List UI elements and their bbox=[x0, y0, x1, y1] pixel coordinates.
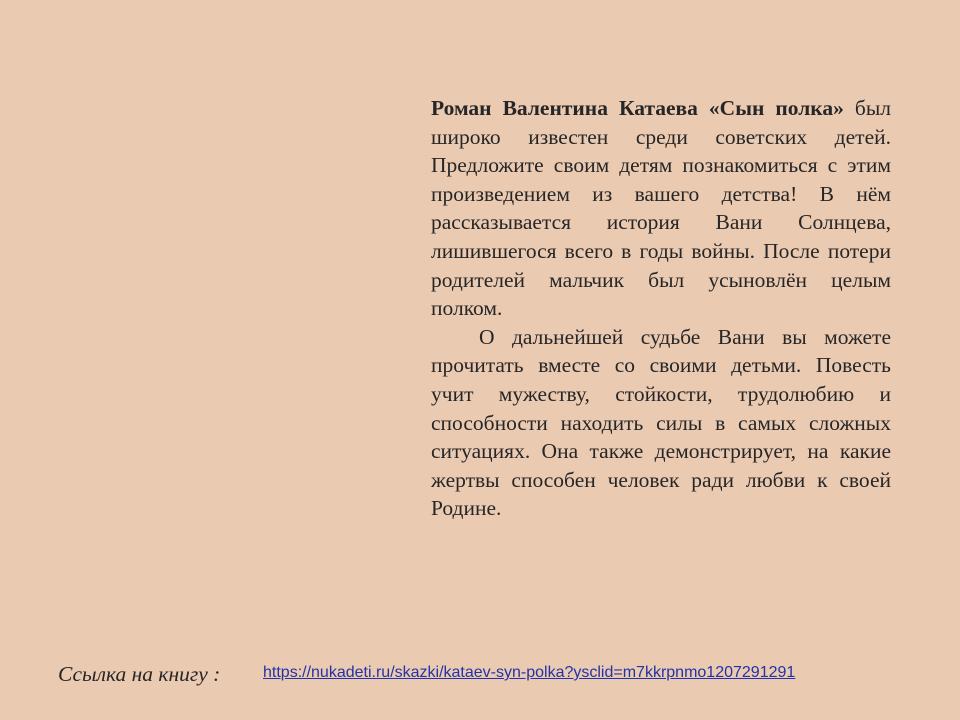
book-title-lead: Роман Валентина Катаева «Сын полка» bbox=[431, 96, 844, 120]
text-block bbox=[431, 94, 891, 523]
paragraph-1 bbox=[431, 94, 891, 323]
paragraph-2: О дальнейшей судьбе Вани вы можете прочитать вместе со своими детьми. Повесть учит мужеству, стойкости, трудолюбию и способности находить силы в самых сложных ситуациях. Она также демонстрирует, на какие жертвы способен человек ради любви к своей Родине. bbox=[431, 324, 891, 521]
book-link-label: Ссылка на книгу : bbox=[58, 662, 221, 686]
paragraph-1-body: был широко известен среди советских детей. Предложите своим детям познакомиться с этим произведением из вашего детства! В нём рассказывается история Вани Солнцева, лишившегося всего в годы войны. После потери родителей мальчик был усыновлён целым полком. bbox=[431, 96, 891, 321]
book-link[interactable]: https://nukadeti.ru/skazki/kataev-syn-polka?ysclid=m7kkrpnmo1207291291 bbox=[263, 664, 796, 681]
